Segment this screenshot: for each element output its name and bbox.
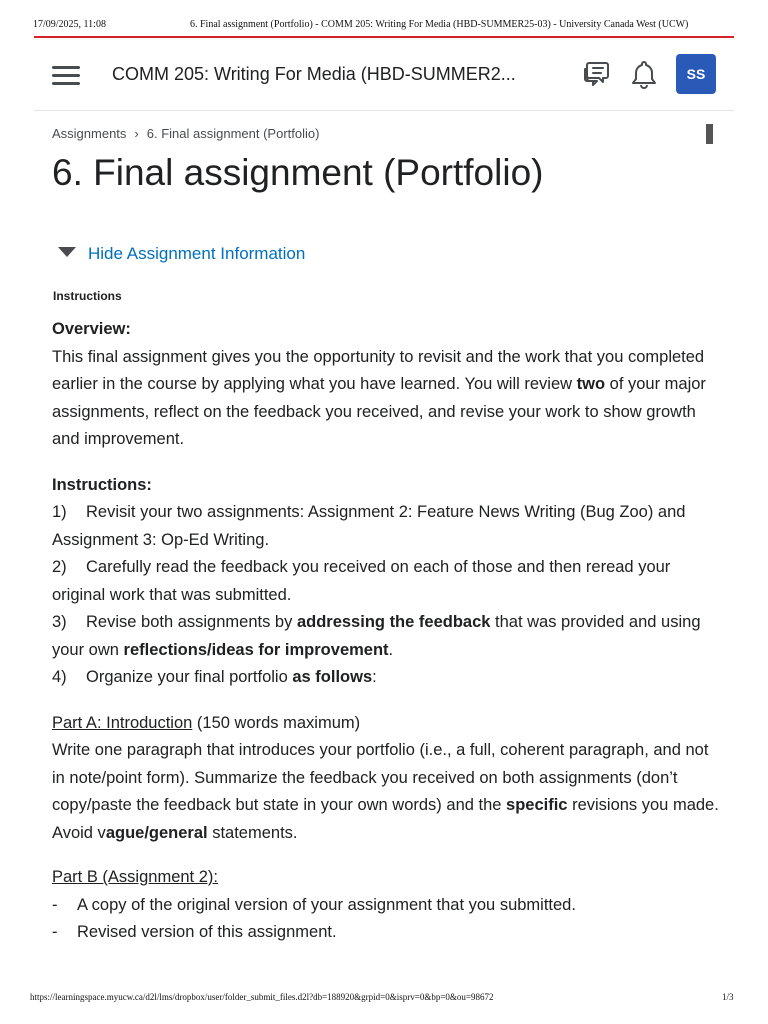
instruction-item-2: 2) Carefully read the feedback you received on each of those and then reread your original work that was submitted.: [52, 558, 671, 604]
overview-paragraph: This final assignment gives you the opportunity to revisit and the work that you completed earlier in the course by applying what you have learned. You will review two of your major assignments, reflect on the feedback you received, and revise your work to show growth and improvement.: [52, 347, 706, 448]
print-url: https://learningspace.myucw.ca/d2l/lms/dropbox/user/folder_submit_files.d2l?db=188920&grpid=0&isprv=0&bp=0&ou=98672: [30, 992, 494, 1002]
course-title[interactable]: COMM 205: Writing For Media (HBD-SUMMER2...: [112, 64, 516, 84]
instruction-item-1: 1) Revisit your two assignments: Assignment 2: Feature News Writing (Bug Zoo) and Assignment 3: Op-Ed Writing.: [52, 503, 686, 549]
instruction-item-4: 4) Organize your final portfolio as follows:: [52, 668, 377, 686]
bell-icon[interactable]: [628, 58, 660, 90]
scroll-indicator[interactable]: [706, 124, 713, 144]
part-b-bullet-2: - Revised version of this assignment.: [52, 923, 337, 941]
print-date: 17/09/2025, 11:08: [33, 19, 106, 30]
menu-icon[interactable]: [52, 66, 80, 86]
breadcrumb-assignments-link[interactable]: Assignments: [52, 126, 127, 141]
print-title: 6. Final assignment (Portfolio) - COMM 205: Writing For Media (HBD-SUMMER25-03) - University Canada West (UCW): [190, 19, 689, 30]
part-b-heading: Part B (Assignment 2):: [52, 868, 218, 886]
toggle-label: Hide Assignment Information: [88, 244, 306, 263]
instructions-heading: Instructions:: [52, 475, 152, 494]
breadcrumb-current: 6. Final assignment (Portfolio): [146, 126, 320, 141]
part-a-heading: Part A: Introduction (150 words maximum): [52, 713, 361, 732]
page-title: 6. Final assignment (Portfolio): [52, 152, 544, 193]
breadcrumb-separator: ›: [134, 126, 139, 141]
overview-heading: Overview:: [52, 320, 131, 338]
part-b-bullet-1: - A copy of the original version of your assignment that you submitted.: [52, 895, 576, 914]
messages-icon[interactable]: [580, 58, 612, 90]
print-page-number: 1/3: [722, 992, 734, 1002]
avatar[interactable]: SS: [676, 54, 716, 94]
print-header: [0, 0, 768, 36]
instruction-item-3: 3) Revise both assignments by addressing the feedback that was provided and using your own reflections/ideas for improvement.: [52, 613, 701, 659]
instructions-label: Instructions: [53, 289, 122, 303]
assignment-content: [52, 316, 724, 947]
breadcrumb: [52, 126, 319, 141]
hide-assignment-info-toggle[interactable]: [58, 244, 305, 264]
caret-down-icon: [58, 247, 76, 257]
navbar: [34, 38, 734, 111]
part-a-paragraph: Write one paragraph that introduces your portfolio (i.e., a full, coherent paragraph, and not in note/point form). Summarize the feedback you received on both assignments (don’t copy/paste the feedback but state in your own words) and the specific revisions you made. Avoid vague/general statements.: [52, 741, 719, 842]
